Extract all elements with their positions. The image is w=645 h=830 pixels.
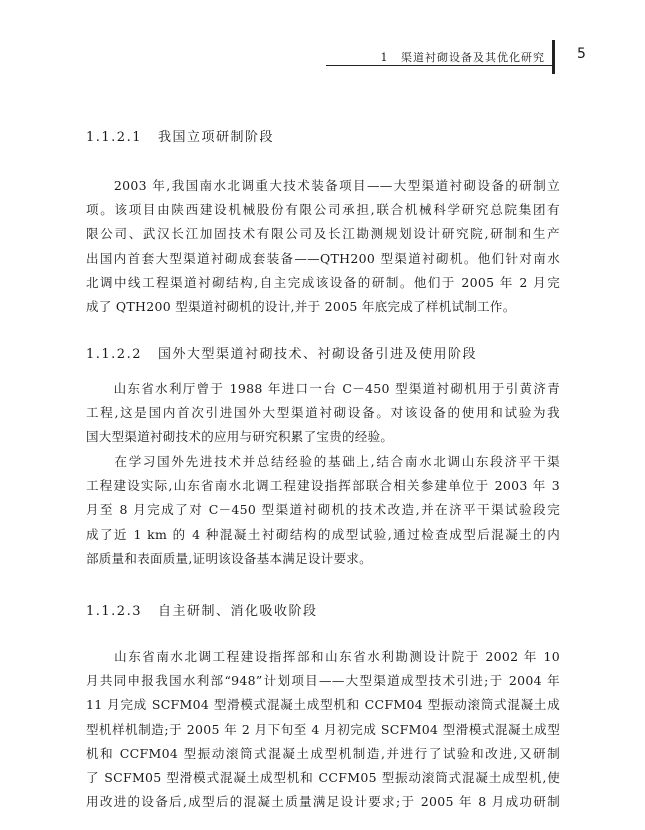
header-vertical-bar: [552, 40, 555, 74]
text-line: 北调中线工程渠道衬砌结构,自主完成该设备的研制。他们于 2005 年 2 月完: [86, 274, 560, 290]
text-line: 山东省南水北调工程建设指挥部和山东省水利勘测设计院于 2002 年 10: [86, 649, 560, 664]
section-number: 1.1.2.2: [86, 347, 142, 362]
section-number: 1.1.2.3: [86, 604, 142, 619]
text-line: 在学习国外先进技术并总结经验的基础上,结合南水北调山东段济平干渠: [86, 454, 560, 469]
text-line: 国大型渠道衬砌技术的应用与研究积累了宝贵的经验。: [86, 429, 394, 445]
text-line: 型机样机制造;于 2005 年 2 月下旬至 4 月初完成 SCFM04 型滑模式混凝土成型: [86, 721, 560, 737]
section-heading-3: [86, 600, 318, 619]
paragraph-2-2: [86, 450, 560, 571]
chapter-number: 1: [380, 51, 389, 64]
section-title: 我国立项研制阶段: [157, 130, 274, 145]
text-line: 成了 QTH200 型渠道衬砌机的设计,并于 2005 年底完成了样机试制工作。: [86, 298, 516, 314]
section-heading-2: [86, 343, 477, 362]
running-header: [0, 40, 645, 74]
paragraph-1-1: [86, 174, 560, 319]
text-line: 11 月完成 SCFM04 型滑模式混凝土成型机和 CCFM04 型振动滚筒式混凝土成: [86, 697, 560, 713]
section-number: 1.1.2.1: [86, 130, 142, 145]
text-line: 月至 8 月完成了对 C－450 型渠道衬砌机的技术改造,并在济平干渠试验段完: [86, 502, 560, 518]
text-line: 出国内首套大型渠道衬砌成套装备——QTH200 型渠道衬砌机。他们针对南水: [86, 250, 560, 266]
text-line: 月共同申报我国水利部“948”计划项目——大型渠道成型技术引进;于 2004 年: [86, 673, 560, 689]
text-line: 部质量和表面质量,证明该设备基本满足设计要求。: [86, 550, 372, 566]
chapter-title: 渠道衬砌设备及其优化研究: [401, 51, 545, 64]
text-line: 用改进的设备后,成型后的混凝土质量满足设计要求;于 2005 年 8 月成功研制: [86, 794, 560, 810]
paragraph-3-1: [86, 645, 560, 814]
header-rule: [326, 65, 552, 66]
text-line: 工程,这是国内首次引进国外大型渠道衬砌设备。对该设备的使用和试验为我: [86, 405, 560, 421]
section-title: 自主研制、消化吸收阶段: [157, 604, 318, 619]
text-line: 2003 年,我国南水北调重大技术装备项目——大型渠道衬砌设备的研制立: [86, 178, 560, 193]
text-line: 山东省水利厅曾于 1988 年进口一台 C－450 型渠道衬砌机用于引黄济青: [86, 381, 560, 396]
text-line: 成了近 1 km 的 4 种混凝土衬砌结构的成型试验,通过检查成型后混凝土的内: [86, 526, 560, 542]
page-number: 5: [577, 46, 586, 62]
text-line: 机和 CCFM04 型振动滚筒式混凝土成型机制造,并进行了试验和改进,又研制: [86, 745, 560, 761]
section-heading-1: [86, 126, 274, 145]
running-header-text: [381, 49, 546, 65]
paragraph-2-1: [86, 377, 560, 450]
text-line: 项。该项目由陕西建设机械股份有限公司承担,联合机械科学研究总院集团有: [86, 202, 560, 218]
text-line: 限公司、武汉长江加固技术有限公司及长江勘测规划设计研究院,研制和生产: [86, 226, 560, 242]
text-line: 了 SCFM05 型滑模式混凝土成型机和 CCFM05 型振动滚筒式混凝土成型机,使: [86, 769, 560, 785]
text-line: 工程建设实际,山东省南水北调工程建设指挥部联合相关参建单位于 2003 年 3: [86, 478, 560, 494]
section-title: 国外大型渠道衬砌技术、衬砌设备引进及使用阶段: [157, 347, 477, 362]
